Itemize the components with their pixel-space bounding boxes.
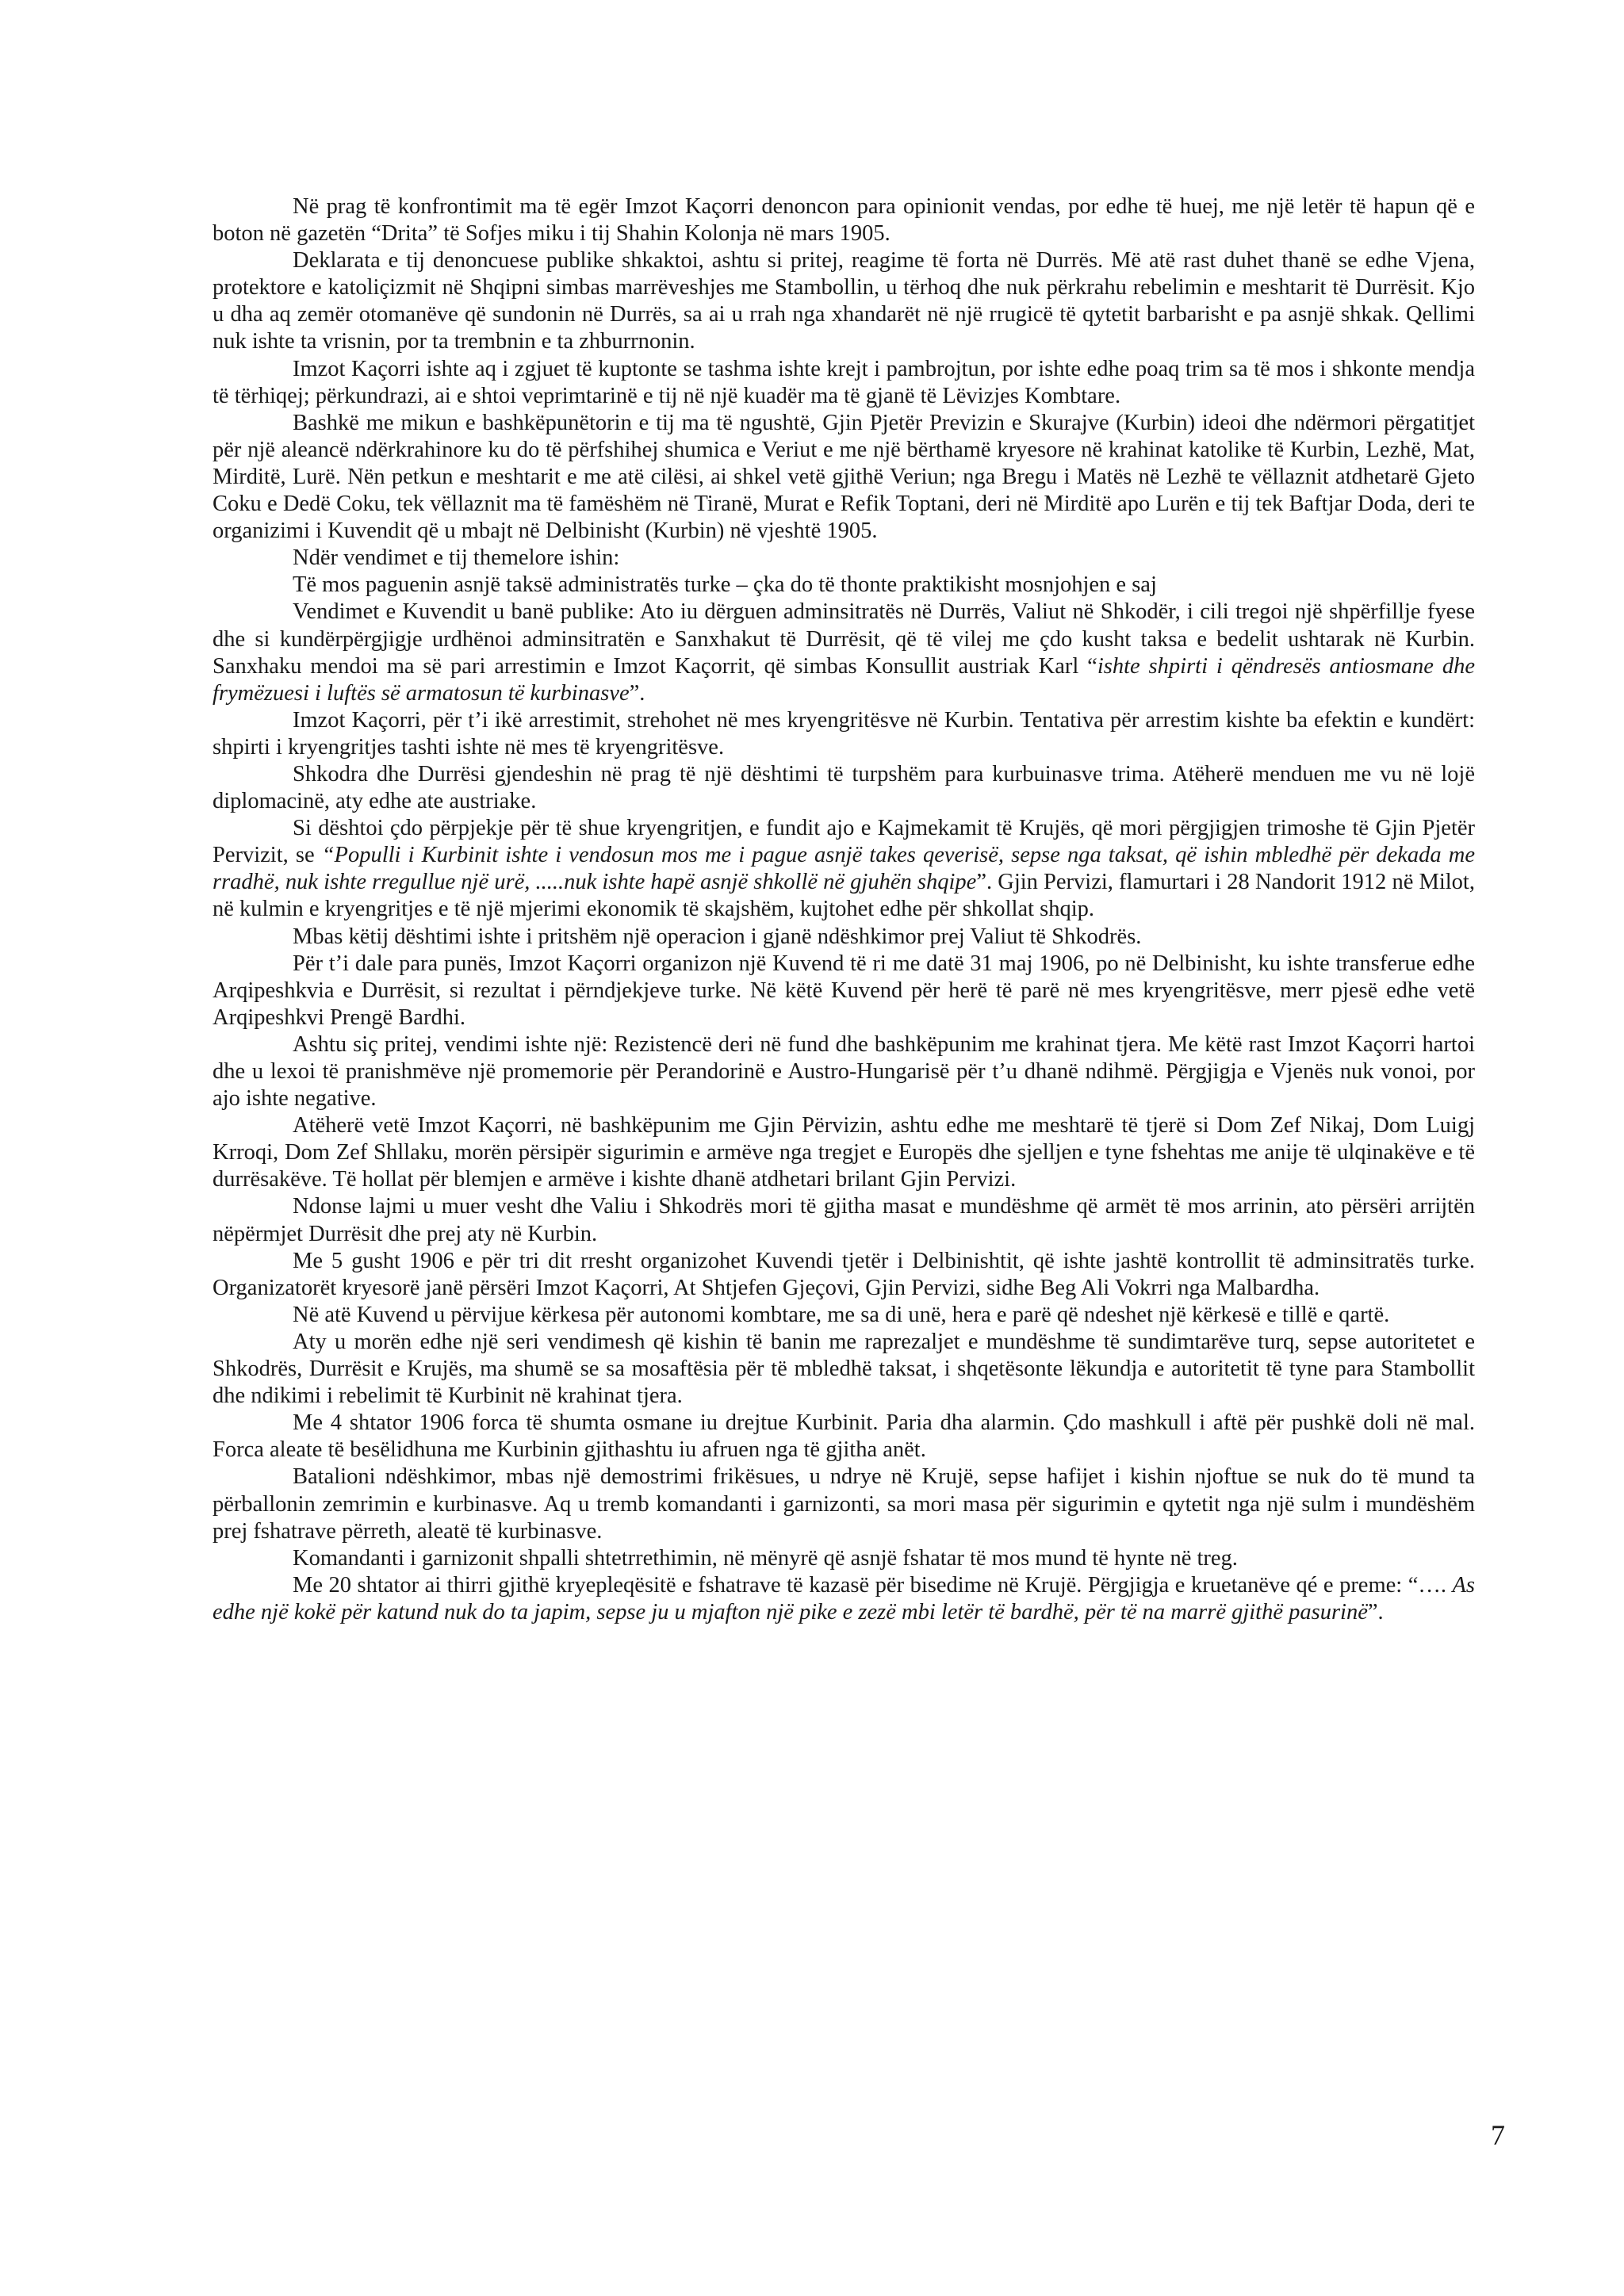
paragraph [213, 951, 1475, 1031]
text-run: Imzot Kaçorri ishte aq i zgjuet të kuptonte se tashma ishte krejt i pambrojtun, por ishte edhe poaq trim sa të mos i shkonte mendja të tërhiqej; përkundrazi, ai e shtoi veprimtarinë e tij në një kuadër ma të gjanë të Lëvizjes Kombtare. [213, 356, 1475, 408]
paragraph [213, 1302, 1475, 1329]
paragraph [213, 815, 1475, 923]
italic-quote: “Populli i Kurbinit ishte i vendosun mos me i pague asnjë takes qeverisë, sepse nga taksat, që ishin mbledhë për dekada me rradhë, nuk ishte rregullue një urë, .....nuk ishte hapë asnjë shkollë në gjuhën shqipe [213, 843, 1475, 895]
paragraph [213, 247, 1475, 355]
text-run: Shkodra dhe Durrësi gjendeshin në prag të një dështimi të turpshëm para kurbuinasve trima. Atëherë menduen me vu në lojë diplomacinë, aty edhe ate austriake. [213, 761, 1475, 814]
paragraph [213, 410, 1475, 545]
paragraph [213, 707, 1475, 761]
text-run: ”. Gjin Pervizi, flamurtari i 28 Nandorit 1912 në Milot, në kulmin e kryengritjes e të një mjerimi ekonomik të skajshëm, kujtohet edhe për shkollat shqip. [213, 870, 1475, 922]
paragraph [213, 599, 1475, 706]
paragraph [213, 1464, 1475, 1544]
text-run: Mbas këtij dështimi ishte i pritshëm një operacion i gjanë ndëshkimor prej Valiut të Shkodrës. [293, 924, 1142, 949]
text-run: Me 20 shtator ai thirri gjithë kryepleqësitë e fshatrave të kazasë për bisedime në Krujë. Përgjigja e kruetanëve qé e preme: “…. [293, 1572, 1453, 1598]
italic-quote: As edhe një kokë për katund nuk do ta japim, sepse ju u mjafton një pike e zezë mbi letër të bardhë, për të na marrë gjithë pasurinë [213, 1572, 1475, 1624]
text-run: Për t’i dale para punës, Imzot Kaçorri organizon një Kuvend të ri me datë 31 maj 1906, po në Delbinisht, ku ishte transferue edhe Arqipeshkvia e Durrësit, si rezultat i përndjekjeve turke. Në këtë Kuvend për herë të parë në mes kryengritësve, merr pjesë edhe vetë Arqipeshkvi Prengë Bardhi. [213, 951, 1475, 1030]
paragraph [213, 1031, 1475, 1112]
text-run: Bashkë me mikun e bashkëpunëtorin e tij ma të ngushtë, Gjin Pjetër Previzin e Skurajve (Kurbin) ideoi dhe ndërmori përgatitjet për një aleancë ndërkrahinore ku do të përfshihej shumica e Veriut e me një bërthamë kryesore në krahinat katolike të Kurbin, Lezhë, Mat, Mirditë, Lurë. Nën petkun e meshtarit e me atë cilësi, ai shkel vetë gjithë Veriun; nga Bregu i Matës në Lezhë te vëllaznit atdhetarë Gjeto Coku e Dedë Coku, tek vëllaznit ma të famëshëm në Tiranë, Murat e Refik Toptani, deri në Mirditë apo Lurën e tij tek Baftjar Doda, deri te organizimi i Kuvendit që u mbajt në Delbinisht (Kurbin) në vjeshtë 1905. [213, 410, 1475, 544]
text-run: Imzot Kaçorri, për t’i ikë arrestimit, strehohet në mes kryengritësve në Kurbin. Tentativa për arrestim kishte ba efektin e kundërt: shpirti i kryengritjes tashti ishte në mes të kryengritësve. [213, 707, 1475, 760]
text-run: Me 4 shtator 1906 forca të shumta osmane iu drejtue Kurbinit. Paria dha alarmin. Çdo mashkull i aftë për pushkë doli në mal. Forca aleate të besëlidhuna me Kurbinin gjithashtu iu afruen nga të gjitha anët. [213, 1410, 1475, 1463]
text-run: Me 5 gusht 1906 e për tri dit rresht organizohet Kuvendi tjetër i Delbinishtit, që ishte jashtë kontrollit të adminsitratës turke. Organizatorët kryesorë janë përsëri Imzot Kaçorri, At Shtjefen Gjeçovi, Gjin Pervizi, sidhe Beg Ali Vokrri nga Malbardha. [213, 1248, 1475, 1300]
text-run: Ndonse lajmi u muer vesht dhe Valiu i Shkodrës mori të gjitha masat e mundëshme që armët të mos arrinin, ato përsëri arrijtën nëpërmjet Durrësit dhe prej aty në Kurbin. [213, 1194, 1475, 1246]
page-number: 7 [1491, 2119, 1505, 2151]
page-body [213, 193, 1475, 1626]
text-run: Vendimet e Kuvendit u banë publike: Ato iu dërguen adminsitratës në Durrës, Valiut në Shkodër, i cili tregoi një shpërfillje fyese dhe si kundërpërgjigje urdhënoi adminsitratën e Sanxhakut të Durrësit, që të vilej me çdo kusht taksa e bedelit ushtarak në Kurbin. Sanxhaku mendoi ma së pari arrestimin e Imzot Kaçorrit, që simbas Konsullit austriak Karl “ [213, 599, 1475, 679]
paragraph [213, 545, 1475, 572]
paragraph [213, 356, 1475, 410]
paragraph [213, 1193, 1475, 1247]
paragraph [213, 1248, 1475, 1302]
paragraph [213, 193, 1475, 247]
paragraph [213, 761, 1475, 815]
paragraph [213, 1572, 1475, 1626]
paragraph [213, 1329, 1475, 1410]
paragraph [213, 1410, 1475, 1464]
text-run: Si dështoi çdo përpjekje për të shue kryengritjen, e fundit ajo e Kajmekamit të Krujës, që mori përgjigjen trimoshe të Gjin Pjetër Pervizit, se [213, 816, 1475, 868]
text-run: Ashtu siç pritej, vendimi ishte një: Rezistencë deri në fund dhe bashkëpunim me krahinat tjera. Me këtë rast Imzot Kaçorri hartoi dhe u lexoi të pranishmëve një promemorie për Perandorinë e Austro-Hungarisë për t’u dhanë ndihmë. Përgjigja e Vjenës nuk vonoi, por ajo ishte negative. [213, 1031, 1475, 1112]
text-run: Atëherë vetë Imzot Kaçorri, në bashkëpunim me Gjin Përvizin, ashtu edhe me meshtarë të tjerë si Dom Zef Nikaj, Dom Luigj Krroqi, Dom Zef Shllaku, morën përsipër sigurimin e armëve nga tregjet e Europës dhe sjelljen e tyne fshehtas me anije të ulqinakëve e të durrësakëve. Të hollat për blemjen e armëve i kishte dhanë atdhetari brilant Gjin Pervizi. [213, 1113, 1475, 1192]
text-run: Ndër vendimet e tij themelore ishin: [293, 545, 620, 571]
paragraph [213, 1112, 1475, 1193]
text-run: Komandanti i garnizonit shpalli shtetrrethimin, në mënyrë që asnjë fshatar të mos mund të hynte në treg. [293, 1545, 1238, 1571]
text-run: ”. [1367, 1599, 1384, 1624]
text-run: Në atë Kuvend u përvijue kërkesa për autonomi kombtare, me sa di unë, hera e parë që ndeshet një kërkesë e tillë e qartë. [293, 1302, 1390, 1327]
paragraph [213, 924, 1475, 951]
paragraph [213, 572, 1475, 599]
text-run: ”. [629, 680, 645, 706]
text-run: Deklarata e tij denoncuese publike shkaktoi, ashtu si pritej, reagime të forta në Durrës. Më atë rast duhet thanë se edhe Vjena, protektore e katoliçizmit në Shqipni simbas marrëveshjes me Stambollin, u tërhoq dhe nuk përkrahu rebelimin e meshtarit të Durrësit. Kjo u dha aq zemër otomanëve që sundonin në Durrës, sa ai u rrah nga xhandarët në një rrugicë të qytetit barbarisht e pa asnjë shkak. Qellimi nuk ishte ta vrisnin, por ta trembnin e ta zhburrnonin. [213, 248, 1475, 354]
italic-quote: ishte shpirti i qëndresës antiosmane dhe frymëzuesi i luftës së armatosun të kurbinasve [213, 653, 1476, 706]
paragraph [213, 1545, 1475, 1572]
text-run: Në prag të konfrontimit ma të egër Imzot Kaçorri denoncon para opinionit vendas, por edhe të huej, me një letër të hapun që e boton në gazetën “Drita” të Sofjes miku i tij Shahin Kolonja në mars 1905. [213, 194, 1475, 247]
text-run: Të mos paguenin asnjë taksë administratës turke – çka do të thonte praktikisht mosnjohjen e saj [293, 572, 1157, 598]
text-run: Batalioni ndëshkimor, mbas një demostrimi frikësues, u ndrye në Krujë, sepse hafijet i kishin njoftue se nuk do të mund ta përballonin zemrimin e kurbinasve. Aq u tremb komandanti i garnizonti, sa mori masa për sigurimin e qytetit nga një sulm i mundëshëm prej fshatrave përreth, aleatë të kurbinasve. [213, 1464, 1475, 1544]
text-run: Aty u morën edhe një seri vendimesh që kishin të banin me raprezaljet e mundëshme të sundimtarëve turq, sepse autoritetet e Shkodrës, Durrësit e Krujës, ma shumë se sa mosaftësia për të mbledhë taksat, i shqetësonte lëkundja e autoritetit të tyne para Stambollit dhe ndikimi i rebelimit të Kurbinit në krahinat tjera. [213, 1329, 1475, 1409]
